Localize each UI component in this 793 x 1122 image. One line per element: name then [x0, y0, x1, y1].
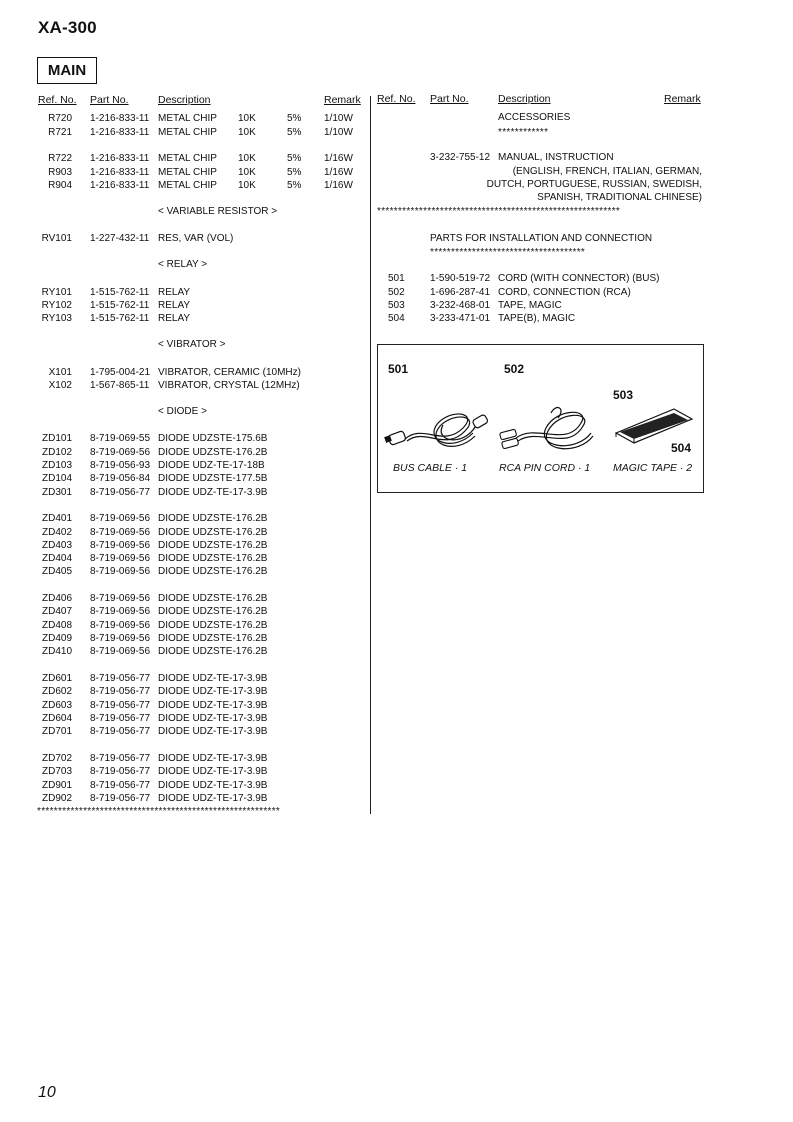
- ref-cell: ZD410: [41, 646, 72, 657]
- ref-cell: ZD104: [41, 473, 72, 484]
- description-cell: DIODE UDZSTE-176.2B: [158, 553, 268, 564]
- part-no-cell: 8-719-056-77: [90, 726, 151, 737]
- figure-label-502: 502: [504, 362, 525, 376]
- table-row: [0, 765, 370, 778]
- part-no-cell: 8-719-069-56: [90, 447, 151, 458]
- tolerance-cell: 5%: [287, 153, 302, 164]
- description-cell: RELAY: [158, 313, 191, 324]
- header-ref-no: Ref. No.: [38, 94, 77, 106]
- install-title: PARTS FOR INSTALLATION AND CONNECTION: [430, 233, 653, 244]
- ref-cell: R904: [48, 180, 72, 191]
- description-cell: DIODE UDZSTE-176.2B: [158, 513, 268, 524]
- ref-cell: R720: [48, 113, 72, 124]
- part-no-cell: 8-719-069-56: [90, 540, 151, 551]
- description-cell: DIODE UDZSTE-176.2B: [158, 447, 268, 458]
- group-vibrator: < VIBRATOR >: [158, 339, 226, 350]
- rating-cell: 1/10W: [324, 127, 353, 138]
- column-divider: [370, 96, 371, 814]
- part-no-cell: 1-515-762-11: [90, 313, 150, 324]
- value-cell: 10K: [238, 167, 256, 178]
- table-row: [0, 539, 370, 552]
- ref-cell: RY103: [41, 313, 72, 324]
- tolerance-cell: 5%: [287, 113, 302, 124]
- description-cell: DIODE UDZ-TE-17-3.9B: [158, 686, 268, 697]
- accessories-figure: [377, 344, 704, 493]
- ref-cell: ZD603: [41, 700, 72, 711]
- rating-cell: 1/10W: [324, 113, 353, 124]
- description-cell: DIODE UDZ-TE-17-3.9B: [158, 487, 268, 498]
- description-cell: DIODE UDZ-TE-17-18B: [158, 460, 265, 471]
- ref-cell: X102: [48, 380, 72, 391]
- ref-cell: ZD101: [41, 433, 72, 444]
- part-no-cell: 3-233-471-01: [430, 313, 491, 324]
- ref-cell: ZD403: [41, 540, 72, 551]
- manual-languages-3: SPANISH, TRADITIONAL CHINESE): [537, 192, 702, 203]
- ref-cell: ZD102: [41, 447, 72, 458]
- part-no-cell: 8-719-056-77: [90, 766, 151, 777]
- ref-cell: R721: [48, 127, 72, 138]
- manual-languages-2: DUTCH, PORTUGUESE, RUSSIAN, SWEDISH,: [486, 179, 702, 190]
- table-row: [0, 725, 370, 738]
- header-part-no-right: Part No.: [430, 93, 469, 105]
- ref-cell: ZD408: [41, 620, 72, 631]
- ref-cell: 502: [388, 287, 405, 298]
- group-variable-resistor: < VARIABLE RESISTOR >: [158, 206, 278, 217]
- ref-cell: ZD702: [41, 753, 72, 764]
- description-cell: DIODE UDZSTE-176.2B: [158, 646, 268, 657]
- table-row: [0, 792, 370, 805]
- table-row: [0, 752, 370, 765]
- description-cell: DIODE UDZ-TE-17-3.9B: [158, 700, 268, 711]
- table-row: [0, 605, 370, 618]
- table-row: [0, 312, 793, 325]
- ref-cell: ZD601: [41, 673, 72, 684]
- description-cell: TAPE, MAGIC: [498, 300, 562, 311]
- description-cell: RELAY: [158, 287, 191, 298]
- ref-cell: RV101: [41, 233, 72, 244]
- part-no-cell: 8-719-069-56: [90, 646, 151, 657]
- accessories-divider: **********************************************************: [377, 207, 621, 217]
- manual-description: MANUAL, INSTRUCTION: [498, 152, 614, 163]
- description-cell: DIODE UDZ-TE-17-3.9B: [158, 726, 268, 737]
- tolerance-cell: 5%: [287, 127, 302, 138]
- rating-cell: 1/16W: [324, 153, 353, 164]
- ref-cell: ZD402: [41, 527, 72, 538]
- part-no-cell: 1-515-762-11: [90, 300, 150, 311]
- ref-cell: RY101: [41, 287, 72, 298]
- group-relay: < RELAY >: [158, 259, 208, 270]
- description-cell: METAL CHIP: [158, 127, 217, 138]
- table-row: [0, 166, 370, 179]
- table-row: [0, 526, 370, 539]
- ref-cell: ZD901: [41, 780, 72, 791]
- ref-cell: 501: [388, 273, 405, 284]
- table-row: [0, 779, 370, 792]
- part-no-cell: 8-719-069-56: [90, 566, 151, 577]
- description-cell: DIODE UDZSTE-177.5B: [158, 473, 268, 484]
- table-row: [0, 565, 370, 578]
- value-cell: 10K: [238, 127, 256, 138]
- table-row: [0, 179, 370, 192]
- section-label: MAIN: [37, 57, 97, 84]
- table-row: [0, 366, 370, 379]
- header-description: Description: [158, 94, 211, 106]
- part-no-cell: 1-216-833-11: [90, 153, 150, 164]
- description-cell: DIODE UDZ-TE-17-3.9B: [158, 753, 268, 764]
- table-row: [0, 645, 370, 658]
- table-row: [0, 712, 370, 725]
- part-no-cell: 8-719-069-56: [90, 620, 151, 631]
- table-row: [0, 472, 370, 485]
- part-no-cell: 8-719-056-77: [90, 793, 151, 804]
- ref-cell: ZD406: [41, 593, 72, 604]
- description-cell: RES, VAR (VOL): [158, 233, 234, 244]
- part-no-cell: 8-719-056-77: [90, 673, 151, 684]
- ref-cell: ZD405: [41, 566, 72, 577]
- value-cell: 10K: [238, 153, 256, 164]
- part-no-cell: 8-719-056-77: [90, 713, 151, 724]
- description-cell: DIODE UDZ-TE-17-3.9B: [158, 793, 268, 804]
- figure-label-501: 501: [388, 362, 409, 376]
- tolerance-cell: 5%: [287, 167, 302, 178]
- table-row: [0, 672, 370, 685]
- part-no-cell: 1-216-833-11: [90, 127, 150, 138]
- description-cell: DIODE UDZSTE-176.2B: [158, 540, 268, 551]
- caption-rca-pin-cord: RCA PIN CORD · 1: [499, 462, 591, 474]
- manual-languages-1: (ENGLISH, FRENCH, ITALIAN, GERMAN,: [512, 166, 702, 177]
- part-no-cell: 8-719-056-84: [90, 473, 151, 484]
- description-cell: DIODE UDZSTE-176.2B: [158, 633, 268, 644]
- rating-cell: 1/16W: [324, 180, 353, 191]
- install-underline: *************************************: [430, 248, 586, 258]
- part-no-cell: 1-216-833-11: [90, 180, 150, 191]
- value-cell: 10K: [238, 113, 256, 124]
- ref-cell: ZD301: [41, 487, 72, 498]
- description-cell: TAPE(B), MAGIC: [498, 313, 576, 324]
- table-row: [0, 459, 370, 472]
- header-part-no: Part No.: [90, 94, 129, 106]
- table-row: [0, 552, 370, 565]
- ref-cell: ZD407: [41, 606, 72, 617]
- description-cell: VIBRATOR, CERAMIC (10MHz): [158, 367, 301, 378]
- description-cell: DIODE UDZSTE-176.2B: [158, 593, 268, 604]
- header-remark-right: Remark: [664, 93, 701, 105]
- part-no-cell: 8-719-069-56: [90, 606, 151, 617]
- part-no-cell: 1-227-432-11: [90, 233, 150, 244]
- ref-cell: ZD602: [41, 686, 72, 697]
- part-no-cell: 8-719-056-77: [90, 487, 151, 498]
- ref-cell: R903: [48, 167, 72, 178]
- part-no-cell: 1-696-287-41: [430, 287, 491, 298]
- table-row: [0, 112, 370, 125]
- table-row: [0, 446, 370, 459]
- ref-cell: R722: [48, 153, 72, 164]
- accessories-title: ACCESSORIES: [498, 112, 571, 123]
- table-row: [0, 486, 370, 499]
- part-no-cell: 1-216-833-11: [90, 167, 150, 178]
- magic-tape-illustration: [610, 405, 700, 445]
- description-cell: VIBRATOR, CRYSTAL (12MHz): [158, 380, 300, 391]
- part-no-cell: 8-719-056-77: [90, 700, 151, 711]
- figure-label-504: 504: [671, 441, 692, 455]
- figure-label-503: 503: [613, 388, 634, 402]
- ref-cell: ZD902: [41, 793, 72, 804]
- part-no-cell: 8-719-069-55: [90, 433, 151, 444]
- table-row: [0, 685, 370, 698]
- table-row: [0, 286, 793, 299]
- part-no-cell: 1-567-865-11: [90, 380, 150, 391]
- part-no-cell: 3-232-468-01: [430, 300, 491, 311]
- description-cell: DIODE UDZSTE-176.2B: [158, 527, 268, 538]
- description-cell: DIODE UDZ-TE-17-3.9B: [158, 673, 268, 684]
- left-end-divider: **********************************************************: [37, 807, 281, 817]
- rca-cord-illustration: [496, 403, 606, 458]
- part-no-cell: 8-719-069-56: [90, 633, 151, 644]
- description-cell: DIODE UDZ-TE-17-3.9B: [158, 766, 268, 777]
- description-cell: CORD, CONNECTION (RCA): [498, 287, 631, 298]
- description-cell: METAL CHIP: [158, 167, 217, 178]
- table-row: [0, 232, 370, 245]
- part-no-cell: 8-719-069-56: [90, 527, 151, 538]
- description-cell: DIODE UDZSTE-176.2B: [158, 566, 268, 577]
- part-no-cell: 8-719-069-56: [90, 553, 151, 564]
- ref-cell: ZD401: [41, 513, 72, 524]
- ref-cell: ZD604: [41, 713, 72, 724]
- description-cell: METAL CHIP: [158, 153, 217, 164]
- value-cell: 10K: [238, 180, 256, 191]
- description-cell: DIODE UDZ-TE-17-3.9B: [158, 780, 268, 791]
- table-row: [0, 379, 370, 392]
- part-no-cell: 8-719-056-77: [90, 753, 151, 764]
- part-no-cell: 8-719-056-77: [90, 686, 151, 697]
- part-no-cell: 1-590-519-72: [430, 273, 491, 284]
- table-row: [0, 632, 370, 645]
- tolerance-cell: 5%: [287, 180, 302, 191]
- table-row: [0, 619, 370, 632]
- part-no-cell: 8-719-069-56: [90, 593, 151, 604]
- caption-magic-tape: MAGIC TAPE · 2: [613, 462, 693, 474]
- part-no-cell: 1-515-762-11: [90, 287, 150, 298]
- accessories-underline: ************: [498, 128, 549, 138]
- table-row: [0, 126, 370, 139]
- ref-cell: ZD103: [41, 460, 72, 471]
- table-row: [0, 299, 793, 312]
- part-no-cell: 1-795-004-21: [90, 367, 151, 378]
- table-row: [0, 512, 370, 525]
- table-row: [0, 432, 370, 445]
- description-cell: RELAY: [158, 300, 191, 311]
- table-row: [0, 592, 370, 605]
- description-cell: METAL CHIP: [158, 113, 217, 124]
- description-cell: DIODE UDZSTE-176.2B: [158, 606, 268, 617]
- caption-bus-cable: BUS CABLE · 1: [393, 462, 468, 474]
- part-no-cell: 1-216-833-11: [90, 113, 150, 124]
- header-remark: Remark: [324, 94, 361, 106]
- rating-cell: 1/16W: [324, 167, 353, 178]
- ref-cell: ZD409: [41, 633, 72, 644]
- model-title: XA-300: [38, 18, 97, 37]
- part-no-cell: 8-719-069-56: [90, 513, 151, 524]
- ref-cell: RY102: [41, 300, 72, 311]
- ref-cell: ZD701: [41, 726, 72, 737]
- header-description-right: Description: [498, 93, 551, 105]
- ref-cell: ZD703: [41, 766, 72, 777]
- table-row: [0, 152, 370, 165]
- header-ref-no-right: Ref. No.: [377, 93, 416, 105]
- ref-cell: 503: [388, 300, 405, 311]
- description-cell: CORD (WITH CONNECTOR) (BUS): [498, 273, 660, 284]
- table-row: [0, 272, 793, 285]
- bus-cable-illustration: [383, 403, 493, 458]
- group-diode: < DIODE >: [158, 406, 207, 417]
- description-cell: DIODE UDZSTE-176.2B: [158, 620, 268, 631]
- table-row: [0, 699, 370, 712]
- page-number: 10: [38, 1084, 56, 1101]
- description-cell: DIODE UDZSTE-175.6B: [158, 433, 268, 444]
- ref-cell: 504: [388, 313, 405, 324]
- ref-cell: ZD404: [41, 553, 72, 564]
- description-cell: METAL CHIP: [158, 180, 217, 191]
- manual-part-no: 3-232-755-12: [430, 152, 491, 163]
- ref-cell: X101: [48, 367, 72, 378]
- part-no-cell: 8-719-056-77: [90, 780, 151, 791]
- part-no-cell: 8-719-056-93: [90, 460, 151, 471]
- description-cell: DIODE UDZ-TE-17-3.9B: [158, 713, 268, 724]
